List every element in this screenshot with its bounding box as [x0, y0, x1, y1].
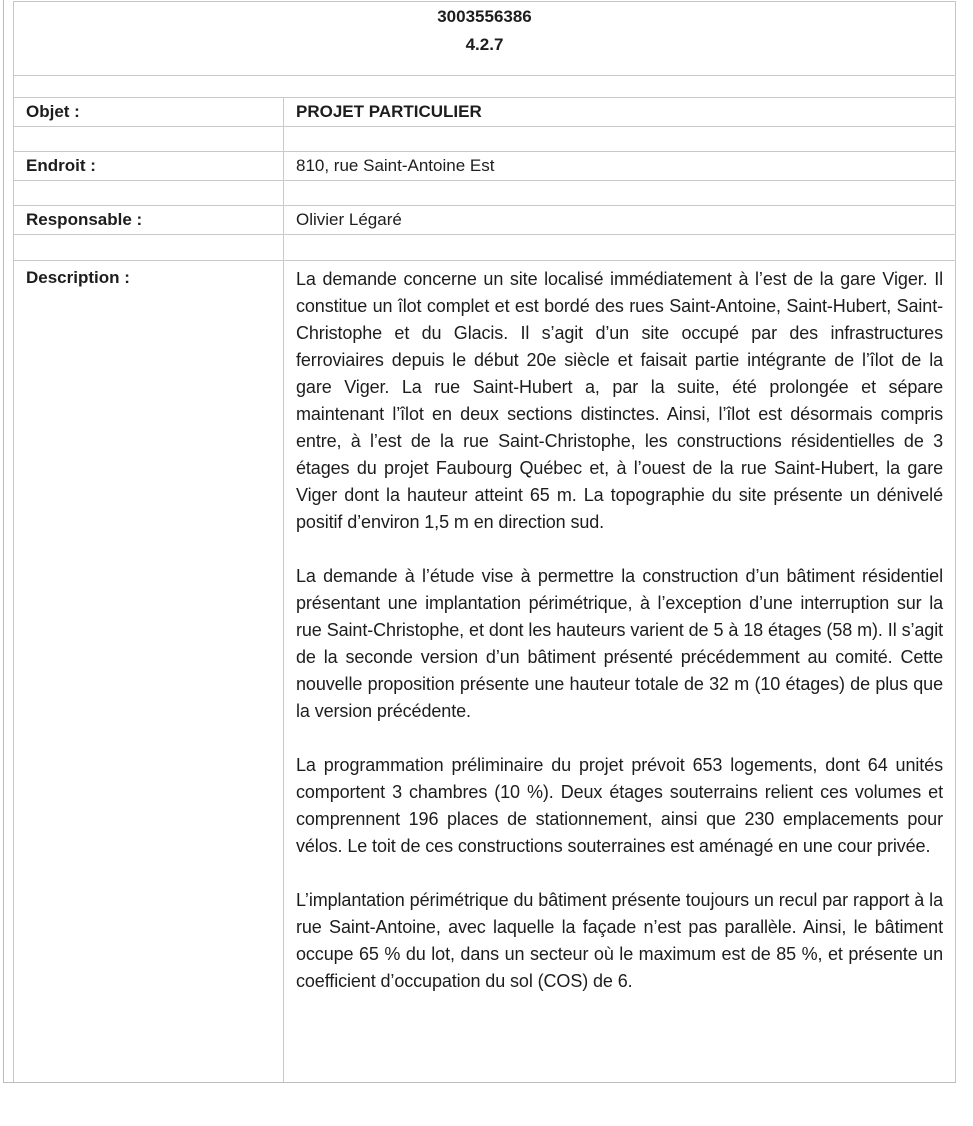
description-paragraph-2: La demande à l’étude vise à permettre la construction d’un bâtiment résidentiel présentant une implantation périmétrique, à l’exception d’une interruption sur la rue Saint-Christophe, et dont les hauteurs varient de 5 à 18 étages (58 m). Il s’agit de la seconde version d’un bâtiment présenté précédemment au comité. Cette nouvelle proposition présente une hauteur totale de 32 m (10 étages) de plus que la version précédente.: [296, 566, 943, 721]
dossier-number: 3003556386: [437, 7, 532, 26]
description-label: Description :: [26, 268, 130, 287]
spacer-row: [14, 127, 955, 152]
field-row-description: [14, 261, 955, 1082]
objet-value: PROJET PARTICULIER: [283, 98, 955, 126]
description-paragraph-4: L’implantation périmétrique du bâtiment présente toujours un recul par rapport à la rue Saint-Antoine, avec laquelle la façade n’est pas parallèle. Ainsi, le bâtiment occupe 65 % du lot, dans un secteur où le maximum est de 85 %, et présente un coefficient d’occupation du sol (COS) de 6.: [296, 890, 943, 991]
endroit-value: 810, rue Saint-Antoine Est: [283, 152, 955, 180]
spacer-label-cell: [14, 181, 283, 205]
spacer-row: [14, 235, 955, 261]
spacer-value-cell: [283, 127, 955, 151]
description-paragraph-3: La programmation préliminaire du projet prévoit 653 logements, dont 64 unités comportent 3 chambres (10 %). Deux étages souterrains relient ces volumes et comprennent 196 places de stationnement, ainsi que 230 emplacements pour vélos. Le toit de ces constructions souterraines est aménagé en une cour privée.: [296, 755, 943, 856]
spacer-label-cell: [14, 235, 283, 260]
field-row-endroit: [14, 152, 955, 181]
spacer-value-cell: [283, 181, 955, 205]
description-paragraph-1: La demande concerne un site localisé immédiatement à l’est de la gare Viger. Il constitue un îlot complet et est bordé des rues Saint-Antoine, Saint-Hubert, Saint-Christophe et du Glacis. Il s’agit d’un site occupé par des infrastructures ferroviaires depuis le début 20e siècle et faisait partie intégrante de l’îlot de la gare Viger. La rue Saint-Hubert a, par la suite, été prolongée et sépare maintenant l’îlot en deux sections distinctes. Ainsi, l’îlot est désormais compris entre, à l’est de la rue Saint-Christophe, les constructions résidentielles de 3 étages du projet Faubourg Québec et, à l’ouest de la rue Saint-Hubert, la gare Viger dont la hauteur atteint 65 m. La topographie du site présente un dénivelé positif d’environ 1,5 m en direction sud.: [296, 269, 943, 532]
agenda-item-number: 4.2.7: [465, 35, 504, 54]
header-row: [14, 2, 955, 76]
spacer-row: [14, 181, 955, 206]
outer-border-bottom: [3, 1082, 956, 1083]
spacer-value-cell: [283, 235, 955, 260]
dossier-summary-table: [13, 1, 956, 1082]
endroit-label: Endroit :: [26, 156, 96, 175]
outer-border-left: [3, 0, 4, 1083]
field-row-objet: [14, 98, 955, 127]
objet-label: Objet :: [26, 102, 80, 121]
spacer-row: [14, 76, 955, 98]
description-value: [283, 261, 955, 1082]
spacer-label-cell: [14, 127, 283, 151]
field-row-responsable: [14, 206, 955, 235]
responsable-value: Olivier Légaré: [283, 206, 955, 234]
responsable-label: Responsable :: [26, 210, 143, 229]
